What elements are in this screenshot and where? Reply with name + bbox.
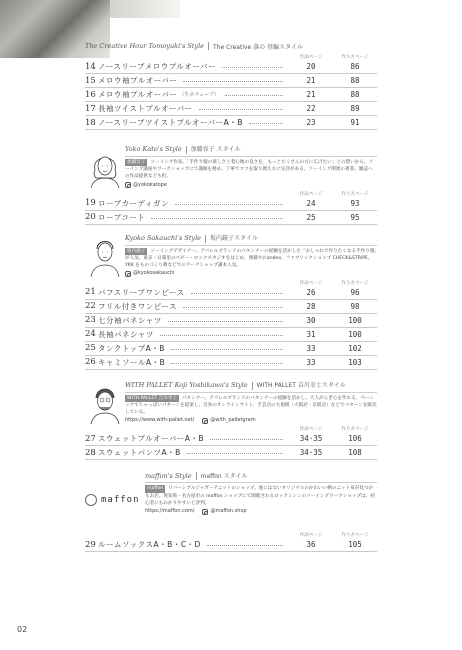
- pattern-index: [85, 40, 377, 552]
- item-list: [85, 197, 377, 225]
- bio: [145, 482, 377, 507]
- howto-page: 95: [350, 212, 360, 222]
- item-number: 15: [85, 75, 96, 86]
- list-item[interactable]: [85, 328, 377, 342]
- item-title: キャミソールA・B: [98, 357, 166, 367]
- howto-page: 105: [348, 540, 362, 550]
- list-item[interactable]: [85, 211, 377, 225]
- links: [125, 417, 377, 424]
- section-script-title: Yoko Kato's Style: [125, 145, 182, 154]
- column-header-howto-page: 作り方ページ: [341, 55, 369, 60]
- designer-profile: [85, 380, 377, 425]
- item-title: 七分袖パネシャツ: [98, 315, 162, 325]
- instagram-handle[interactable]: @with_palletgram: [210, 417, 256, 424]
- list-item[interactable]: [85, 342, 377, 356]
- list-item[interactable]: [85, 102, 377, 116]
- instagram-handle[interactable]: @maffon.shop: [210, 508, 247, 515]
- page-number: 02: [17, 625, 28, 634]
- section-script-title: Kyoko Sakauchi's Style: [125, 234, 202, 243]
- item-number: 28: [85, 447, 96, 458]
- work-page: 31: [306, 329, 316, 339]
- list-item[interactable]: [85, 74, 377, 88]
- name-tag: 坂内鏡子: [127, 248, 146, 254]
- designer-profile: [85, 144, 377, 189]
- leader-dots: [175, 204, 283, 205]
- divider: [186, 146, 187, 154]
- item-number: 20: [85, 212, 96, 223]
- bio-text: ソーイングデザイナー。アパレルブランドのパタンナーの経験を活かした「おしゃれで作りたくなる手作り服」が人気。東京・日暮里のベビー・ロックスタジオをはじめ、連載やおandeo、ファブリックショップ CHECK&STRIPE、YKK をものづくり教などでのワークショップ講本人気。: [125, 248, 377, 269]
- leader-dots: [160, 335, 283, 336]
- leader-dots: [187, 453, 283, 454]
- column-headers: [85, 52, 377, 60]
- item-title: メロウ袖プルオーバー: [98, 90, 178, 99]
- leader-dots: [199, 109, 283, 110]
- work-page: 30: [306, 315, 316, 325]
- work-page: 21: [306, 76, 316, 85]
- section-header: [145, 470, 377, 482]
- section-header: [125, 144, 377, 156]
- portrait-illustration: [85, 144, 125, 188]
- name-tag: maffon: [147, 486, 164, 492]
- leader-dots: [249, 123, 283, 124]
- list-item[interactable]: [85, 197, 377, 211]
- work-page: 25: [306, 212, 316, 222]
- maffon-logo: [85, 470, 145, 530]
- name-tag: 加藤容子: [127, 160, 146, 165]
- howto-page: 89: [350, 104, 360, 113]
- list-item[interactable]: [85, 446, 377, 460]
- howto-page: 98: [350, 301, 360, 311]
- work-page: 21: [306, 90, 316, 99]
- section-label: 加藤容子 スタイル: [190, 146, 241, 154]
- logo-mark-icon: [85, 494, 97, 506]
- bio-text: パタンナー。アパレルブランドのパタンナーの経験を活かし、大人がらぎ心を作れる、ベーシックでちゃっぽいパターンを提案し、自身のオンラインサイト、手芸店の大規模（大阪府・京阪店）などでパターンを販売している。: [125, 395, 377, 416]
- work-page: 28: [306, 301, 316, 311]
- work-page: 20: [306, 62, 316, 71]
- column-headers: [85, 424, 377, 432]
- divider: [208, 42, 209, 50]
- instagram[interactable]: [125, 182, 377, 189]
- bio: [125, 156, 377, 181]
- profile-body: [125, 144, 377, 189]
- leader-dots: [183, 81, 283, 82]
- list-item[interactable]: [85, 314, 377, 328]
- divider: [252, 382, 253, 390]
- howto-page: 106: [348, 434, 362, 444]
- section-header: [85, 40, 377, 52]
- column-header-work-page: 作品ページ: [299, 191, 323, 197]
- howto-page: 100: [348, 329, 362, 339]
- section-script-title: maffon's Style: [145, 471, 192, 480]
- item-list: [85, 538, 377, 552]
- leader-dots: [191, 293, 283, 294]
- list-item[interactable]: [85, 356, 377, 370]
- item-list: [85, 432, 377, 460]
- bio: [125, 245, 377, 270]
- howto-page: 103: [348, 357, 362, 367]
- item-title: スウェットプルオーバーA・B: [98, 434, 205, 444]
- column-header-howto-page: 作り方ページ: [341, 533, 369, 539]
- item-list: [85, 60, 377, 130]
- instagram-icon: [125, 271, 131, 277]
- item-title: ルームソックスA・B・C・D: [98, 540, 201, 550]
- howto-page: 96: [350, 287, 360, 297]
- leader-dots: [171, 349, 283, 350]
- item-title: スウェットパンツA・B: [98, 448, 181, 458]
- leader-dots: [171, 363, 283, 364]
- column-header-work-page: 作品ページ: [299, 427, 323, 433]
- item-number: 19: [85, 198, 96, 209]
- bio: [125, 392, 377, 417]
- list-item[interactable]: [85, 88, 377, 102]
- section-label: The Creative 落の 基編スタイル: [213, 43, 303, 51]
- column-headers: [85, 278, 377, 286]
- website-link[interactable]: https://maffon.com/: [145, 508, 195, 515]
- list-item[interactable]: [85, 538, 377, 552]
- section-script-title: WITH PALLET Koji Yoshikawa's Style: [125, 381, 248, 390]
- logo-wordmark: maffon: [101, 495, 140, 506]
- work-page: 34·35: [299, 448, 323, 458]
- item-title: パフスリーブワンピース: [98, 287, 185, 297]
- item-subtitle: （生ネウェーブ）: [179, 92, 219, 98]
- website-link[interactable]: https://www.with-pallet.net/: [125, 417, 195, 424]
- profile-body: [145, 470, 377, 530]
- column-headers: [85, 189, 377, 197]
- portrait-illustration: [85, 233, 125, 277]
- instagram[interactable]: [125, 270, 377, 277]
- item-number: 27: [85, 433, 96, 444]
- portrait-illustration: [85, 380, 125, 424]
- section-label: 坂内鏡子スタイル: [210, 235, 258, 243]
- item-number: 22: [85, 301, 96, 312]
- shop-profile: [85, 470, 377, 530]
- howto-page: 100: [348, 315, 362, 325]
- leader-dots: [225, 95, 283, 96]
- section-header: [125, 380, 377, 392]
- item-number: 18: [85, 117, 96, 128]
- column-header-work-page: 作品ページ: [299, 280, 323, 286]
- item-number: 24: [85, 329, 96, 340]
- list-item[interactable]: [85, 60, 377, 74]
- leader-dots: [168, 321, 283, 322]
- links: [145, 508, 377, 515]
- column-header-work-page: 作品ページ: [299, 55, 323, 60]
- howto-page: 86: [350, 62, 360, 71]
- list-item[interactable]: [85, 300, 377, 314]
- leader-dots: [210, 439, 283, 440]
- item-list: [85, 286, 377, 370]
- item-number: 23: [85, 315, 96, 326]
- item-number: 14: [85, 61, 96, 72]
- item-number: 29: [85, 539, 96, 550]
- list-item[interactable]: [85, 432, 377, 446]
- leader-dots: [222, 67, 283, 68]
- column-header-howto-page: 作り方ページ: [341, 427, 369, 433]
- item-title: ローブコート: [98, 212, 146, 222]
- item-title: 長袖ツイストプルオーバー: [98, 104, 193, 113]
- howto-page: 102: [348, 343, 362, 353]
- column-header-howto-page: 作り方ページ: [341, 191, 369, 197]
- item-number: 25: [85, 343, 96, 354]
- list-item[interactable]: [85, 116, 377, 130]
- item-title: ローブカーディガン: [98, 198, 169, 208]
- work-page: 22: [306, 104, 316, 113]
- section-label: WITH PALLET 吉川幸士スタイル: [256, 382, 346, 390]
- item-title: タンクトップA・B: [98, 343, 165, 353]
- leader-dots: [151, 218, 283, 219]
- instagram-handle: @kyokosakauchi: [133, 270, 175, 277]
- work-page: 26: [306, 287, 316, 297]
- profile-body: [125, 233, 377, 278]
- section-label: maffon スタイル: [200, 472, 248, 480]
- section-header: [125, 233, 377, 245]
- name-tag: WITH PALLET 吉川幸士: [127, 395, 177, 401]
- item-number: 16: [85, 89, 96, 100]
- divider: [205, 235, 206, 243]
- work-page: 36: [306, 540, 316, 550]
- item-title: ノースリーブメロウプルオーバー: [98, 62, 217, 71]
- howto-page: 88: [350, 76, 360, 85]
- instagram-icon: [125, 182, 131, 188]
- divider: [196, 472, 197, 480]
- work-page: 33: [306, 357, 316, 367]
- leader-dots: [207, 545, 283, 546]
- item-title: 長袖パネシャツ: [98, 329, 154, 339]
- instagram-icon: [202, 509, 208, 515]
- item-title: フリル付きワンピース: [98, 301, 178, 311]
- list-item[interactable]: [85, 286, 377, 300]
- column-headers: [85, 530, 377, 538]
- profile-body: [125, 380, 377, 425]
- bio-text: ソーイング作家。「手作り服の楽しさと着心地の良さを、もっとたくさんの方に広げたい」との想いから、ソーイング講座やワークショップにて講師を務め、丁寧でコツを取り教え方に定評がある。ソーイング関連の著書、雑誌への作品提供なども担。: [125, 160, 374, 180]
- instagram-icon: [202, 418, 208, 424]
- item-title: メロウ袖プルオーバー: [98, 76, 178, 85]
- work-page: 24: [306, 198, 316, 208]
- bio-text: リバーシブルジャガーテニットのショップ。他にはないオリジナルのかわいい柄のニット布が見つかるお店。愛知県・名古屋市の maffon ショップにて開催されるロックミシンのソーイングワークショップは、初心者にもわかりやすいと評判。: [145, 486, 375, 506]
- item-number: 17: [85, 103, 96, 114]
- howto-page: 88: [350, 90, 360, 99]
- item-number: 21: [85, 287, 96, 298]
- item-number: 26: [85, 357, 96, 368]
- howto-page: 93: [350, 198, 360, 208]
- item-title: ノースリーブツイストプルオーバーA・B: [98, 118, 243, 127]
- work-page: 23: [306, 118, 316, 127]
- howto-page: 91: [350, 118, 360, 127]
- designer-profile: [85, 233, 377, 278]
- instagram-handle: @yokokatope: [133, 181, 167, 188]
- work-page: 34·35: [299, 434, 323, 444]
- column-header-work-page: 作品ページ: [299, 533, 323, 539]
- section-script-title: The Creative Hour Tomoyuki's Style: [85, 42, 205, 50]
- column-header-howto-page: 作り方ページ: [341, 280, 369, 286]
- leader-dots: [183, 307, 283, 308]
- howto-page: 108: [348, 448, 362, 458]
- work-page: 33: [306, 343, 316, 353]
